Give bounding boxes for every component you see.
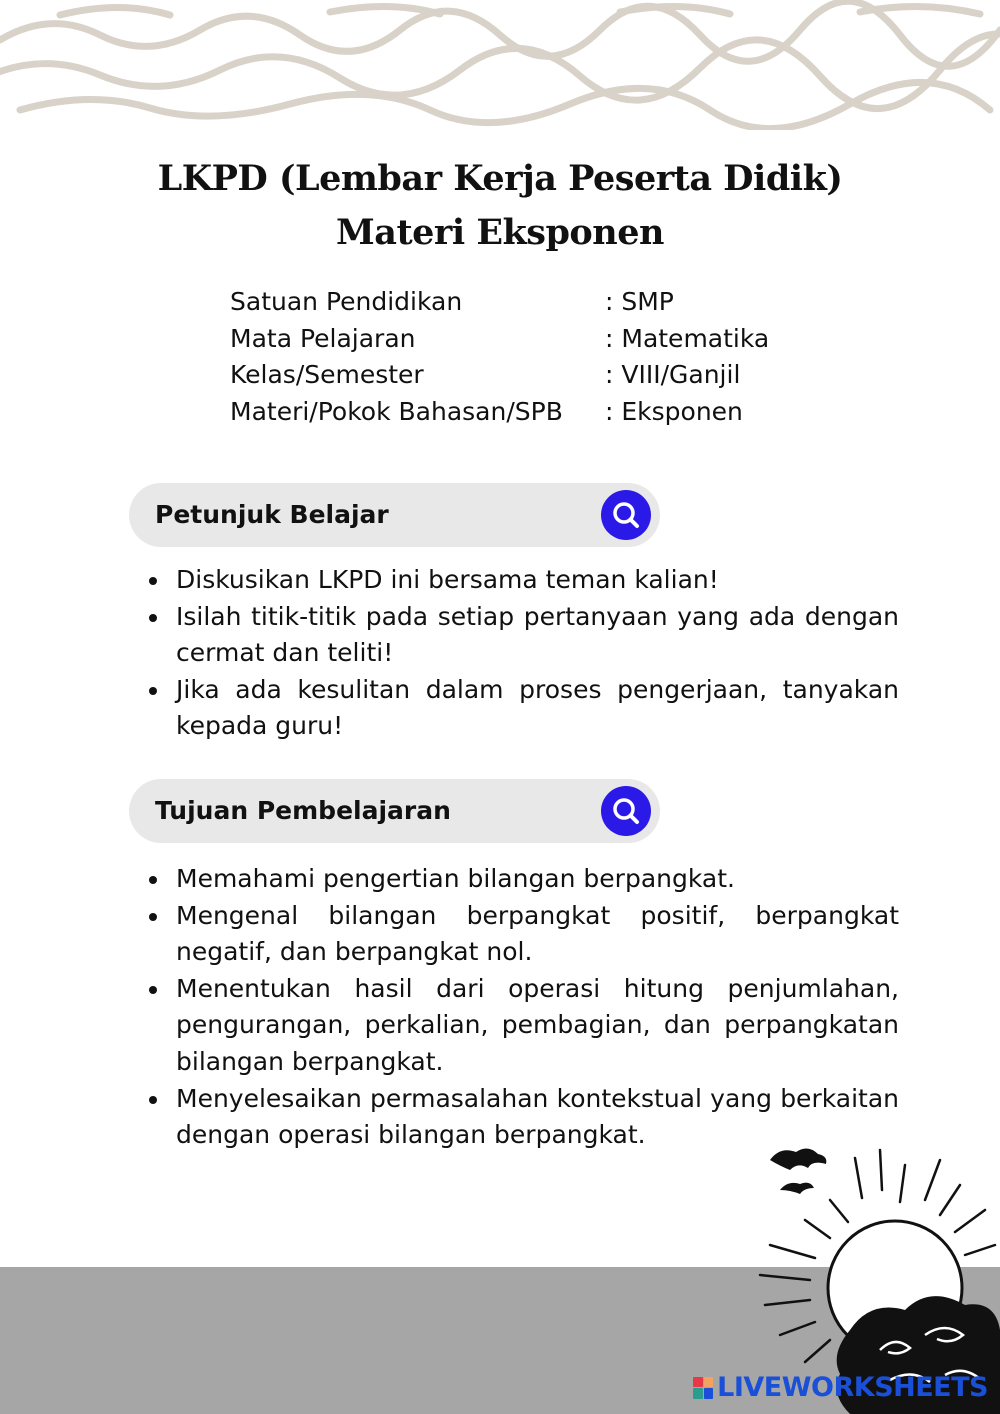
search-icon [611, 796, 641, 826]
list-item: Mengenal bilangan berpangkat positif, berpangkat negatif, dan berpangkat nol. [176, 898, 899, 971]
info-row [230, 394, 769, 431]
petunjuk-list [176, 562, 899, 745]
tujuan-list [176, 861, 899, 1154]
search-button[interactable] [601, 490, 651, 540]
info-table [230, 284, 769, 430]
brand-watermark [693, 1372, 988, 1403]
list-item: Menyelesaikan permasalahan kontekstual yang berkaitan dengan operasi bilangan berpangkat. [176, 1081, 899, 1154]
page-subtitle: Materi Eksponen [336, 212, 664, 253]
info-value: : Matematika [605, 323, 770, 353]
list-item: Menentukan hasil dari operasi hitung penjumlahan, pengurangan, perkalian, pembagian, dan perpangkatan bilangan berpangkat. [176, 971, 899, 1081]
list-item: Memahami pengertian bilangan berpangkat. [176, 861, 899, 898]
info-value: : Eksponen [605, 396, 743, 426]
petunjuk-heading-bar [129, 483, 660, 547]
petunjuk-heading: Petunjuk Belajar [155, 500, 389, 529]
info-value: : SMP [605, 287, 674, 316]
info-row [230, 357, 769, 394]
info-label: Mata Pelajaran [230, 323, 416, 353]
info-row [230, 284, 769, 321]
info-row [230, 321, 769, 358]
wave-pattern-icon [0, 0, 1000, 130]
info-label: Satuan Pendidikan [230, 287, 463, 316]
brand-name: LIVEWORKSHEETS [717, 1372, 988, 1403]
tujuan-heading: Tujuan Pembelajaran [155, 796, 451, 825]
search-icon [611, 500, 641, 530]
tujuan-heading-bar [129, 779, 660, 843]
list-item: Isilah titik-titik pada setiap pertanyaan yang ada dengan cermat dan teliti! [176, 599, 899, 672]
info-label: Materi/Pokok Bahasan/SPB [230, 396, 563, 426]
search-button[interactable] [601, 786, 651, 836]
list-item: Diskusikan LKPD ini bersama teman kalian! [176, 562, 899, 599]
info-label: Kelas/Semester [230, 360, 424, 390]
page-title: LKPD (Lembar Kerja Peserta Didik) [157, 158, 843, 199]
info-value: : VIII/Ganjil [605, 360, 741, 390]
list-item: Jika ada kesulitan dalam proses pengerjaan, tanyakan kepada guru! [176, 672, 899, 745]
liveworksheets-logo-icon [693, 1377, 713, 1399]
